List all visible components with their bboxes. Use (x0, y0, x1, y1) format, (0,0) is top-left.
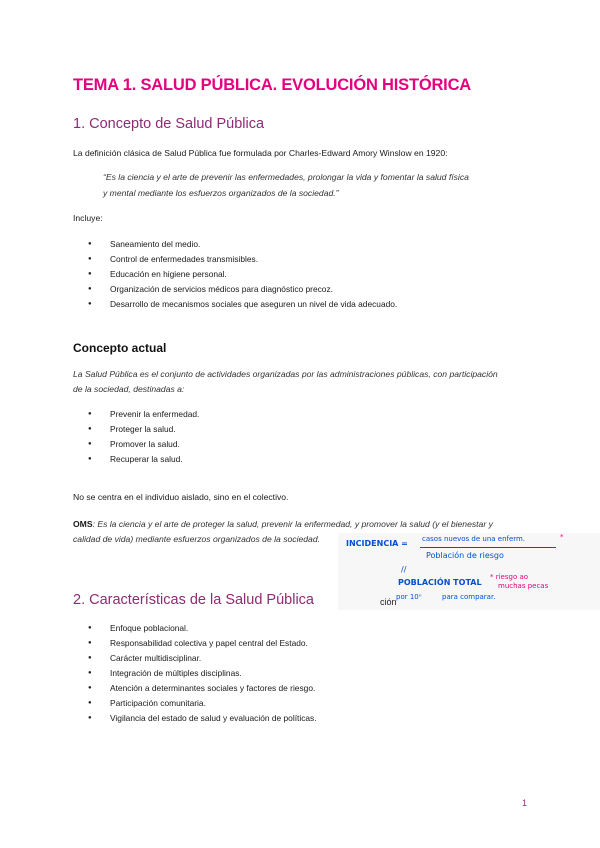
list-item: ● Promover la salud. (88, 437, 199, 452)
oms-text: : Es la ciencia y el arte de proteger la salud, prevenir la enfermedad, y promover la salud (y el bienestar y (92, 519, 493, 529)
list-item: ● Enfoque poblacional. (88, 621, 317, 636)
list-item: ● Atención a determinantes sociales y factores de riesgo. (88, 681, 317, 696)
handwritten-note (338, 533, 600, 610)
section-2-heading: 2. Características de la Salud Pública (73, 592, 314, 608)
oms-definition-line-1 (73, 517, 493, 532)
note-numerator: casos nuevos de una enferm. (422, 535, 526, 543)
includes-list (88, 237, 397, 312)
page-title: TEMA 1. SALUD PÚBLICA. EVOLUCIÓN HISTÓRICA (73, 76, 472, 94)
note-riesgo-line-1: * riesgo ao (490, 573, 529, 581)
list-item: ● Saneamiento del medio. (88, 237, 397, 252)
note-double-bar: // (401, 565, 407, 574)
note-incidencia: INCIDENCIA = (346, 539, 408, 548)
current-list (88, 407, 199, 467)
list-item: ● Control de enfermedades transmisibles. (88, 252, 397, 267)
list-item: ● Carácter multidisciplinar. (88, 651, 317, 666)
current-concept-line-2: de la sociedad, destinadas a: (73, 384, 185, 394)
note-para-comparar: para comparar. (442, 593, 496, 601)
note-por: por 10ⁿ (396, 593, 422, 601)
list-item: ● Prevenir la enfermedad. (88, 407, 199, 422)
includes-label: Incluye: (73, 213, 103, 223)
oms-definition-line-2: calidad de vida) mediante esfuerzos organizados de la sociedad. (73, 534, 320, 544)
note-riesgo-line-2: muchas pecas (498, 582, 549, 590)
list-item: ● Vigilancia del estado de salud y evaluación de políticas. (88, 711, 317, 726)
winslow-quote-line-1: “Es la ciencia y el arte de prevenir las enfermedades, prolongar la vida y fomentar la salud física (103, 172, 469, 182)
note-star: * (560, 533, 564, 541)
winslow-quote-line-2: y mental mediante los esfuerzos organizados de la sociedad.” (103, 188, 339, 198)
characteristics-list (88, 621, 317, 726)
list-item: ● Recuperar la salud. (88, 452, 199, 467)
oms-label: OMS (73, 519, 93, 529)
intro-text: La definición clásica de Salud Pública fue formulada por Charles-Edward Amory Winslow en 1920: (73, 148, 448, 158)
note-poblacion-total: POBLACIÓN TOTAL (398, 578, 482, 587)
list-item: ● Organización de servicios médicos para diagnóstico precoz. (88, 282, 397, 297)
list-item: ● Desarrollo de mecanismos sociales que aseguren un nivel de vida adecuado. (88, 297, 397, 312)
page-number: 1 (521, 798, 527, 808)
list-item: ● Integración de múltiples disciplinas. (88, 666, 317, 681)
collective-text: No se centra en el individuo aislado, sino en el colectivo. (73, 492, 289, 502)
current-concept-line-1: La Salud Pública es el conjunto de actividades organizadas por las administraciones públicas, con participación (73, 369, 498, 379)
list-item: ● Responsabilidad colectiva y papel central del Estado. (88, 636, 317, 651)
note-denominator: Población de riesgo (426, 551, 504, 560)
list-item: ● Participación comunitaria. (88, 696, 317, 711)
list-item: ● Educación en higiene personal. (88, 267, 397, 282)
current-concept-heading: Concepto actual (73, 341, 167, 355)
list-item: ● Proteger la salud. (88, 422, 199, 437)
cion-fragment: ción (380, 597, 397, 607)
section-1-heading: 1. Concepto de Salud Pública (73, 116, 265, 132)
fraction-line (420, 547, 556, 548)
